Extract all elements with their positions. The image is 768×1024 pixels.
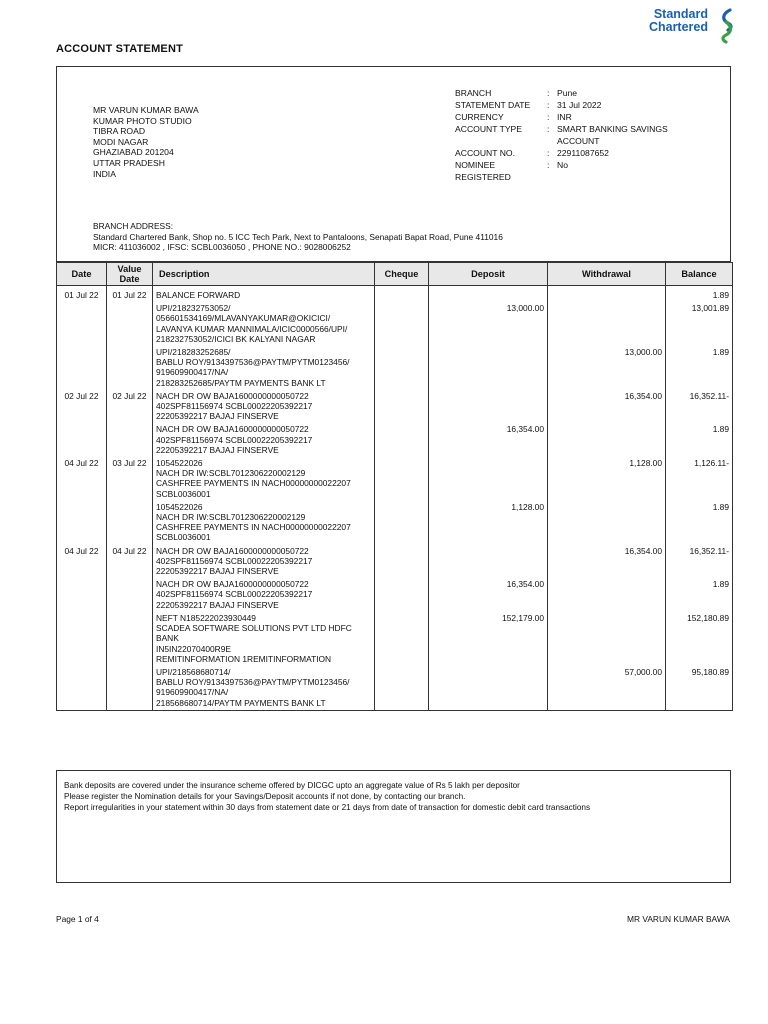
cell-description <box>153 457 375 501</box>
col-deposit-header: Deposit <box>429 263 548 286</box>
cell-deposit: 16,354.00 <box>429 578 548 612</box>
branch-codes-line: MICR: 411036002 , IFSC: SCBL0036050 , PHONE NO.: 9028006252 <box>93 242 351 253</box>
notes <box>64 780 590 813</box>
description-line: BABLU ROY/9134397536@PAYTM/PYTM0123456/ <box>156 677 350 688</box>
meta-row <box>455 159 687 183</box>
description-line: UPI/218283252685/ <box>156 347 231 358</box>
description-line: BANK <box>156 633 179 644</box>
address-line: MR VARUN KUMAR BAWA <box>93 105 199 115</box>
description-line: NACH DR OW BAJA1600000000050722 <box>156 424 309 435</box>
cell-date <box>57 578 107 612</box>
cell-date <box>57 666 107 710</box>
branch-address-line: Standard Chartered Bank, Shop no. 5 ICC Tech Park, Next to Pantaloons, Senapati Bapat Road, Pune 411016 <box>93 231 503 242</box>
col-description-header: Description <box>153 263 375 286</box>
cell-withdrawal <box>548 612 666 666</box>
meta-key: NOMINEE REGISTERED <box>455 160 511 182</box>
cell-deposit <box>429 346 548 390</box>
description-line: 218568680714/PAYTM PAYMENTS BANK LT <box>156 697 326 708</box>
description-line: NACH DR OW BAJA1600000000050722 <box>156 579 309 590</box>
cell-value-date <box>107 423 153 457</box>
cell-cheque <box>375 346 429 390</box>
meta-key: CURRENCY <box>455 112 504 122</box>
table-row <box>57 302 733 346</box>
col-value-date-header: Value Date <box>107 263 153 286</box>
description-line: CASHFREE PAYMENTS IN NACH00000000022207 <box>156 522 351 533</box>
cell-withdrawal: 13,000.00 <box>548 346 666 390</box>
cell-date <box>57 423 107 457</box>
description-line: NACH DR OW BAJA1600000000050722 <box>156 545 309 556</box>
cell-description <box>153 612 375 666</box>
meta-colon: : <box>547 160 550 170</box>
description-line: BALANCE FORWARD <box>156 290 241 300</box>
cell-withdrawal: 57,000.00 <box>548 666 666 710</box>
cell-deposit <box>429 457 548 501</box>
note-line: Report irregularities in your statement within 30 days from statement date or 21 days from date of transaction for domestic debit card transactions <box>64 803 591 812</box>
meta-colon: : <box>547 124 550 134</box>
description-line: UPI/218232753052/ <box>156 303 231 314</box>
branch-address-label: BRANCH ADDRESS: <box>93 221 174 231</box>
bank-logo <box>618 8 738 44</box>
address-line: INDIA <box>93 168 116 179</box>
description-line: NACH DR OW BAJA1600000000050722 <box>156 390 309 401</box>
cell-balance: 13,001.89 <box>666 302 733 346</box>
cell-withdrawal: 16,354.00 <box>548 390 666 424</box>
cell-value-date <box>107 501 153 545</box>
cell-cheque <box>375 612 429 666</box>
address-line: TIBRA ROAD <box>93 126 146 137</box>
table-row <box>57 612 733 666</box>
meta-key: ACCOUNT TYPE <box>455 124 523 134</box>
page-title: ACCOUNT STATEMENT <box>56 43 184 55</box>
table-row <box>57 578 733 612</box>
footer-customer-name: MR VARUN KUMAR BAWA <box>627 914 730 924</box>
meta-value: SMART BANKING SAVINGS ACCOUNT <box>557 124 668 146</box>
address-line: KUMAR PHOTO STUDIO <box>93 115 192 126</box>
meta-colon: : <box>547 112 550 122</box>
table-row <box>57 346 733 390</box>
description-line: 402SPF81156974 SCBL00022205392217 <box>156 401 313 412</box>
cell-description <box>153 545 375 579</box>
cell-withdrawal <box>548 302 666 346</box>
cell-cheque <box>375 578 429 612</box>
cell-withdrawal <box>548 423 666 457</box>
cell-deposit: 16,354.00 <box>429 423 548 457</box>
description-line: LAVANYA KUMAR MANNIMALA/ICIC0000566/UPI/ <box>156 323 348 334</box>
description-line: IN5IN22070400R9E <box>156 643 231 654</box>
cell-withdrawal: 16,354.00 <box>548 545 666 579</box>
description-line: REMITINFORMATION 1REMITINFORMATION <box>156 653 332 664</box>
description-line: 218232753052/ICICI BK KALYANI NAGAR <box>156 333 316 344</box>
cell-value-date <box>107 612 153 666</box>
table-header-row <box>57 263 733 286</box>
cell-description <box>153 390 375 424</box>
description-line: 22205392217 BAJAJ FINSERVE <box>156 566 279 577</box>
meta-value: No <box>557 160 568 170</box>
cell-deposit <box>429 390 548 424</box>
col-cheque-header: Cheque <box>375 263 429 286</box>
col-balance-header: Balance <box>666 263 733 286</box>
cell-date: 04 Jul 22 <box>57 545 107 579</box>
description-line: BABLU ROY/9134397536@PAYTM/PYTM0123456/ <box>156 357 350 368</box>
meta-key: ACCOUNT NO. <box>455 148 516 158</box>
cell-cheque <box>375 501 429 545</box>
table-row <box>57 286 733 303</box>
cell-description <box>153 302 375 346</box>
note-line: Please register the Nomination details for your Savings/Deposit accounts if not done, by contacting our branch. <box>64 792 466 801</box>
cell-balance: 95,180.89 <box>666 666 733 710</box>
cell-description <box>153 346 375 390</box>
cell-value-date: 02 Jul 22 <box>107 390 153 424</box>
cell-withdrawal <box>548 578 666 612</box>
cell-cheque <box>375 286 429 303</box>
cell-description <box>153 286 375 303</box>
meta-value: 31 Jul 2022 <box>557 100 602 110</box>
table-row <box>57 423 733 457</box>
address-line: GHAZIABAD 201204 <box>93 147 174 158</box>
cell-cheque <box>375 666 429 710</box>
cell-cheque <box>375 302 429 346</box>
description-line: 402SPF81156974 SCBL00022205392217 <box>156 589 313 600</box>
description-line: 402SPF81156974 SCBL00022205392217 <box>156 434 313 445</box>
cell-date <box>57 612 107 666</box>
cell-cheque <box>375 457 429 501</box>
description-line: 22205392217 BAJAJ FINSERVE <box>156 599 279 610</box>
meta-value: INR <box>557 112 572 122</box>
meta-row <box>455 147 687 159</box>
cell-deposit: 13,000.00 <box>429 302 548 346</box>
cell-withdrawal: 1,128.00 <box>548 457 666 501</box>
cell-date <box>57 501 107 545</box>
cell-deposit <box>429 545 548 579</box>
cell-balance: 1,126.11- <box>666 457 733 501</box>
meta-row <box>455 111 687 123</box>
description-line: 919609900417/NA/ <box>156 367 229 378</box>
logo-wordmark <box>649 8 708 34</box>
customer-address <box>93 105 199 179</box>
meta-row <box>455 87 687 99</box>
cell-cheque <box>375 390 429 424</box>
description-line: CASHFREE PAYMENTS IN NACH00000000022207 <box>156 478 351 489</box>
table-row <box>57 501 733 545</box>
description-line: 218283252685/PAYTM PAYMENTS BANK LT <box>156 377 326 388</box>
meta-value: Pune <box>557 88 578 98</box>
account-meta <box>455 87 687 183</box>
cell-deposit <box>429 286 548 303</box>
description-line: SCADEA SOFTWARE SOLUTIONS PVT LTD HDFC <box>156 623 352 634</box>
description-line: NACH DR IW:SCBL7012306220002129 <box>156 512 306 523</box>
meta-row <box>455 99 687 111</box>
logo-mark-icon <box>716 8 738 44</box>
cell-date: 02 Jul 22 <box>57 390 107 424</box>
col-date-header: Date <box>57 263 107 286</box>
meta-key: STATEMENT DATE <box>455 100 531 110</box>
cell-cheque <box>375 423 429 457</box>
cell-withdrawal <box>548 501 666 545</box>
cell-balance: 1.89 <box>666 578 733 612</box>
cell-deposit: 152,179.00 <box>429 612 548 666</box>
cell-deposit <box>429 666 548 710</box>
description-line: 402SPF81156974 SCBL00022205392217 <box>156 555 313 566</box>
meta-value: 22911087652 <box>557 148 609 158</box>
table-row <box>57 666 733 710</box>
meta-colon: : <box>547 100 550 110</box>
cell-value-date: 01 Jul 22 <box>107 286 153 303</box>
logo-line-2: Chartered <box>648 20 708 34</box>
cell-description <box>153 501 375 545</box>
description-line: 22205392217 BAJAJ FINSERVE <box>156 444 279 455</box>
description-line: NEFT N185222023930449 <box>156 612 256 623</box>
cell-date <box>57 302 107 346</box>
cell-value-date: 04 Jul 22 <box>107 545 153 579</box>
transactions-table <box>56 262 733 711</box>
meta-colon: : <box>547 148 550 158</box>
cell-description <box>153 578 375 612</box>
cell-date <box>57 346 107 390</box>
cell-balance: 16,352.11- <box>666 545 733 579</box>
cell-value-date <box>107 302 153 346</box>
cell-deposit: 1,128.00 <box>429 501 548 545</box>
col-withdrawal-header: Withdrawal <box>548 263 666 286</box>
meta-row <box>455 123 687 147</box>
logo-line-1: Standard <box>653 7 708 21</box>
cell-balance: 16,352.11- <box>666 390 733 424</box>
note-line: Bank deposits are covered under the insurance scheme offered by DICGC upto an aggregate value of Rs 5 lakh per depositor <box>64 781 520 790</box>
cell-date: 01 Jul 22 <box>57 286 107 303</box>
cell-balance: 1.89 <box>666 501 733 545</box>
description-line: SCBL0036001 <box>156 488 211 499</box>
description-line: UPI/218568680714/ <box>156 666 231 677</box>
description-line: 056601534169/MLAVANYAKUMAR@OKICICI/ <box>156 313 331 324</box>
description-line: NACH DR IW:SCBL7012306220002129 <box>156 468 306 479</box>
cell-balance: 1.89 <box>666 346 733 390</box>
address-line: UTTAR PRADESH <box>93 157 165 168</box>
cell-withdrawal <box>548 286 666 303</box>
table-row <box>57 457 733 501</box>
cell-balance: 1.89 <box>666 286 733 303</box>
description-line: 22205392217 BAJAJ FINSERVE <box>156 411 279 422</box>
cell-value-date <box>107 578 153 612</box>
meta-colon: : <box>547 88 550 98</box>
cell-balance: 152,180.89 <box>666 612 733 666</box>
cell-value-date: 03 Jul 22 <box>107 457 153 501</box>
cell-description <box>153 666 375 710</box>
cell-date: 04 Jul 22 <box>57 457 107 501</box>
table-row <box>57 545 733 579</box>
cell-value-date <box>107 666 153 710</box>
meta-key: BRANCH <box>455 88 492 98</box>
table-row <box>57 390 733 424</box>
cell-description <box>153 423 375 457</box>
branch-address <box>93 221 503 253</box>
description-line: 919609900417/NA/ <box>156 687 229 698</box>
description-line: 1054522026 <box>156 501 203 512</box>
cell-value-date <box>107 346 153 390</box>
address-line: MODI NAGAR <box>93 136 149 147</box>
cell-balance: 1.89 <box>666 423 733 457</box>
description-line: 1054522026 <box>156 458 203 469</box>
cell-cheque <box>375 545 429 579</box>
description-line: SCBL0036001 <box>156 532 211 543</box>
page-number: Page 1 of 4 <box>56 914 99 924</box>
